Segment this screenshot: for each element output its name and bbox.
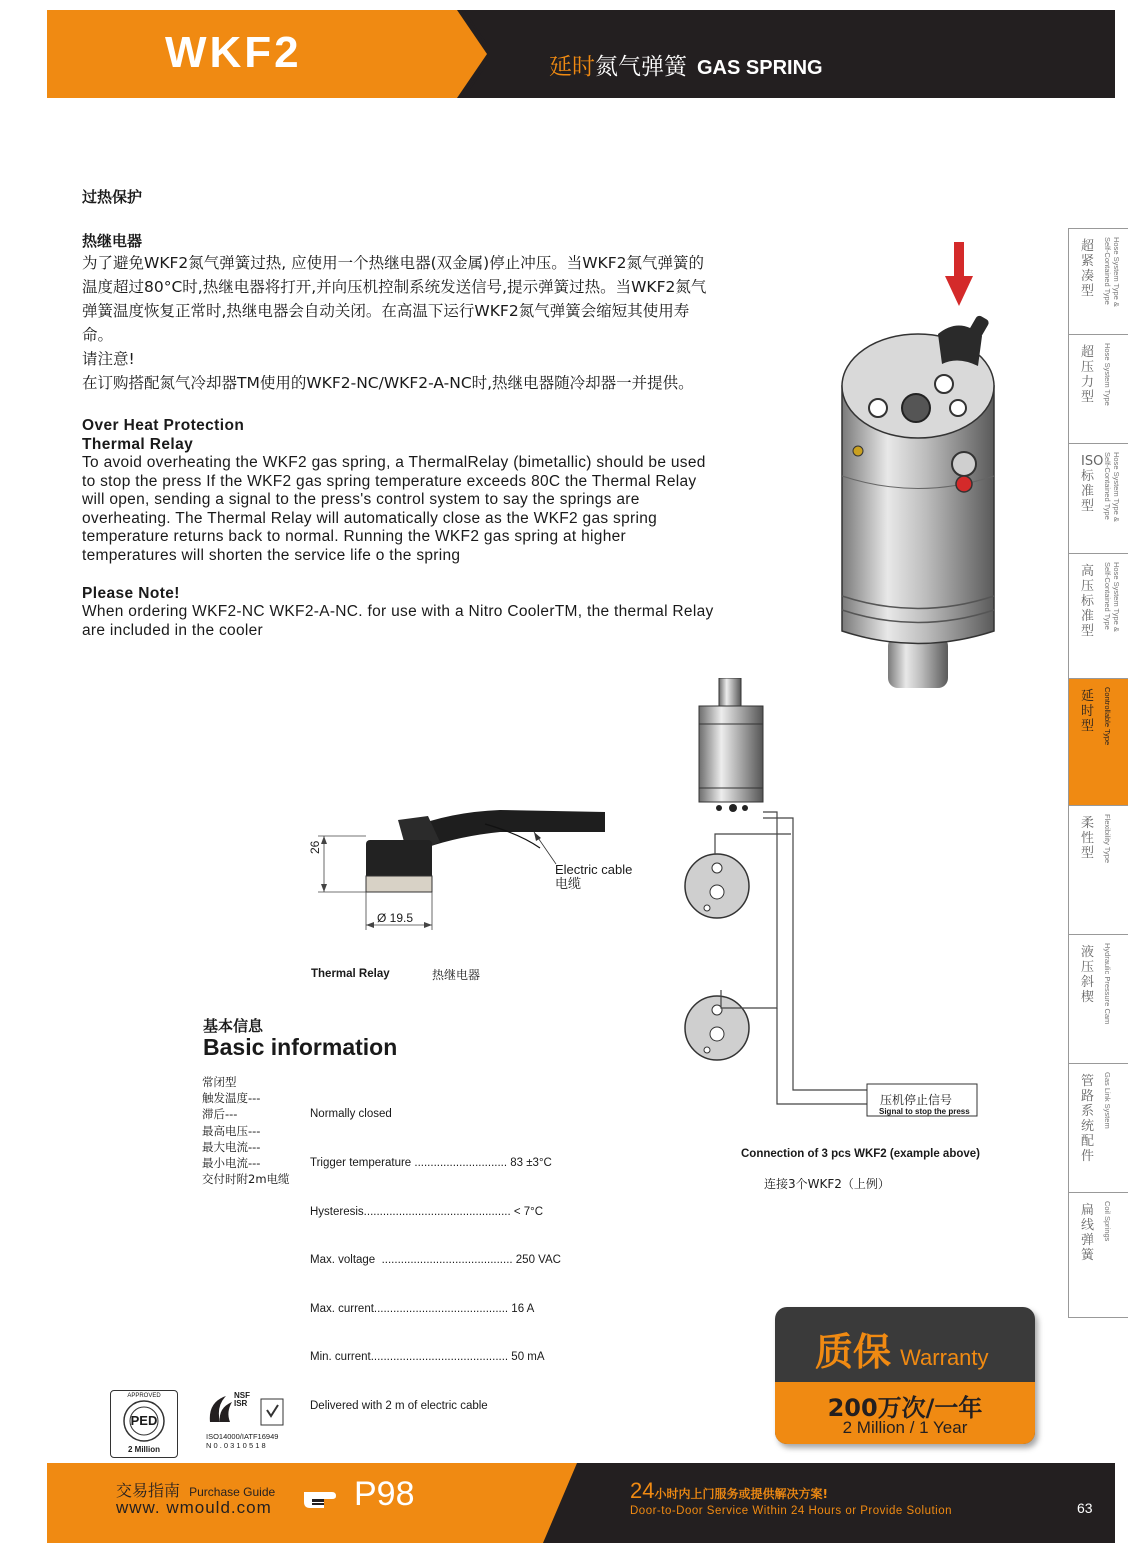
signal-label-cn: 压机停止信号 <box>880 1093 953 1107</box>
iso-certification <box>206 1392 296 1452</box>
isr-text: ISR <box>234 1399 248 1408</box>
side-tab-label-cn: 超压力型 <box>1081 345 1095 405</box>
spec-row-cn: 最小电流--- <box>202 1156 261 1171</box>
ped-top-text: APPROVED <box>127 1393 161 1399</box>
service-cn: 小时内上门服务或提供解决方案! <box>654 1487 828 1501</box>
page-number: 63 <box>1077 1500 1093 1516</box>
service-slogan <box>630 1478 828 1504</box>
side-tab-label-en: Gas Link System <box>1103 1072 1112 1129</box>
side-tab-iso-standard[interactable] <box>1068 443 1128 553</box>
connection-caption-cn: 连接3个WKF2（上例） <box>764 1177 890 1191</box>
side-tab-label-en: Hose System Type & Self-Contained Type <box>1103 237 1121 307</box>
nsf-isr-text <box>234 1392 250 1408</box>
side-tab-flexibility[interactable] <box>1068 805 1128 934</box>
note-title: Please Note! <box>82 585 180 602</box>
basic-info-en-col <box>310 1074 561 1430</box>
cn-section-subtitle: 热继电器 <box>82 232 143 250</box>
side-tab-label-en: Hose System Type <box>1103 343 1112 406</box>
spec-row-en: Delivered with 2 m of electric cable <box>310 1400 488 1413</box>
spec-row-cn: 常闭型 <box>202 1075 237 1089</box>
ped-certification <box>110 1390 178 1458</box>
note-body <box>82 603 802 640</box>
side-tab-label-cn: 扁线弹簧 <box>1081 1203 1095 1263</box>
spec-row-en: Normally closed <box>310 1108 392 1121</box>
side-tab-coil-springs[interactable] <box>1068 1192 1128 1318</box>
purchase-guide-cn: 交易指南 <box>116 1481 181 1500</box>
dim-height-label: 26 <box>308 840 322 854</box>
dim-diameter-label: Ø 19.5 <box>377 911 414 925</box>
side-tab-gas-link[interactable] <box>1068 1063 1128 1192</box>
spec-row-en: Max. current.......................................... 16 A <box>310 1302 535 1315</box>
en-line: overheating. The Thermal Relay will automatically close as the WKF2 gas spring <box>82 509 658 527</box>
ped-bottom-text: 2 Million <box>128 1445 160 1454</box>
nsf-text: NSF <box>234 1391 250 1400</box>
spec-row-en: Max. voltage ......................................... 250 VAC <box>310 1254 561 1267</box>
cn-line: 在订购搭配氮气冷却器TM使用的WKF2-NC/WKF2-A-NC时,热继电器随冷却器一并提供。 <box>82 374 694 392</box>
relay-caption-en: Thermal Relay <box>311 968 390 980</box>
side-tab-super-compact[interactable] <box>1068 228 1128 334</box>
connection-diagram <box>675 678 995 1118</box>
cn-line: 温度超过80°C时,热继电器将打开,并向压机控制系统发送信号,提示弹簧过热。当WKF2氮气 <box>82 278 707 296</box>
spec-row-cn: 最大电流--- <box>202 1139 261 1154</box>
warranty-title-en: Warranty <box>900 1345 989 1370</box>
warranty-value-band <box>775 1382 1035 1444</box>
basic-info-title-cn: 基本信息 <box>203 1017 264 1035</box>
cn-line: 为了避免WKF2氮气弹簧过热, 应使用一个热继电器(双金属)停止冲压。当WKF2氮气弹簧的 <box>82 254 704 272</box>
side-tab-label-en: Hose System Type & Self-Contained Type <box>1103 562 1121 632</box>
note-line: are included in the cooler <box>82 621 263 639</box>
cn-line: 请注意! <box>82 350 135 368</box>
spec-row-cn: 最高电压--- <box>202 1123 261 1138</box>
cn-line: 命。 <box>82 326 114 344</box>
service-en: Door-to-Door Service Within 24 Hours or Provide Solution <box>630 1505 953 1517</box>
subtitle-cn-accent: 延时 <box>549 54 595 80</box>
en-line: To avoid overheating the WKF2 gas spring, a ThermalRelay (bimetallic) should be used <box>82 454 706 471</box>
side-tab-label-en: Hose System Type & Self-Contained Type <box>1103 452 1121 522</box>
side-tab-hydraulic-cam[interactable] <box>1068 934 1128 1063</box>
side-tab-label-cn: 超紧凑型 <box>1081 239 1095 299</box>
en-section-title: Over Heat Protection <box>82 417 245 434</box>
page-title: WKF2 <box>165 28 302 77</box>
gas-spring-illustration <box>830 236 1015 696</box>
spec-row-en: Trigger temperature ............................. 83 ±3°C <box>310 1157 552 1170</box>
basic-info-title-en: Basic information <box>203 1034 398 1060</box>
warranty-value-en: 2 Million / 1 Year <box>842 1418 968 1437</box>
warranty-value-cn: 200万次/一年 <box>827 1394 983 1422</box>
relay-caption-cn: 热继电器 <box>432 968 481 982</box>
pointing-hand-icon <box>302 1484 348 1510</box>
side-tab-label-cn: 管路系统配件 <box>1081 1074 1095 1164</box>
cn-section-title: 过热保护 <box>82 188 143 206</box>
spec-row-en: Min. current........................................... 50 mA <box>310 1351 545 1364</box>
subtitle-cn: 氮气弹簧 <box>595 54 687 80</box>
iso-line1: ISO14000/IATF16949 <box>206 1432 279 1441</box>
cable-label <box>555 863 632 891</box>
side-tab-controllable[interactable] <box>1068 678 1128 805</box>
cable-label-cn: 电缆 <box>555 876 582 891</box>
purchase-guide-en: Purchase Guide <box>189 1485 276 1499</box>
page-subtitle <box>549 48 823 81</box>
spec-row-cn: 滞后--- <box>202 1107 238 1122</box>
en-line: will open, sending a signal to the press's control system to say the springs are <box>82 491 640 508</box>
side-tab-label-en: Coil Springs <box>1103 1201 1112 1242</box>
en-line: to stop the press If the WKF2 gas spring temperature exceeds 80C the Thermal Relay <box>82 472 697 490</box>
en-body <box>82 454 802 565</box>
side-tab-label-cn: ISO标准型 <box>1081 454 1104 514</box>
spec-row-cn: 交付时附2m电缆 <box>202 1172 290 1187</box>
side-tab-label-en: Flexibility Type <box>1103 814 1112 864</box>
note-line: When ordering WKF2-NC WKF2-A-NC. for use with a Nitro CoolerTM, the thermal Relay <box>82 603 714 620</box>
cn-line: 弹簧温度恢复正常时,热继电器会自动关闭。在高温下运行WKF2氮气弹簧会缩短其使用寿 <box>82 302 690 320</box>
side-tab-label-en: Controllable Type <box>1103 687 1112 746</box>
basic-info-cn-col <box>202 1074 290 1187</box>
connection-caption-en: Connection of 3 pcs WKF2 (example above) <box>741 1148 980 1160</box>
en-line: temperatures will shorten the service life o the spring <box>82 546 461 564</box>
spec-row-en: Hysteresis.............................................. < 7°C <box>310 1205 544 1218</box>
service-number: 24 <box>630 1478 655 1503</box>
cable-label-en: Electric cable <box>555 862 633 877</box>
en-section-subtitle: Thermal Relay <box>82 436 194 453</box>
side-tab-label-cn: 高压标准型 <box>1081 564 1095 639</box>
side-tab-high-pressure[interactable] <box>1068 553 1128 678</box>
ped-mid-text: PED <box>130 1413 158 1428</box>
ukas-logo-icon <box>260 1398 284 1428</box>
warranty-title-cn: 质保 <box>815 1330 892 1374</box>
side-tab-label-cn: 液压斜楔 <box>1081 945 1095 1005</box>
signal-label-en: Signal to stop the press <box>879 1107 970 1116</box>
website-link[interactable]: www. wmould.com <box>116 1498 272 1517</box>
spec-row-cn: 触发温度--- <box>202 1091 261 1106</box>
side-tab-label-cn: 延时型 <box>1081 689 1095 734</box>
iso-text <box>206 1432 278 1450</box>
red-down-arrow-icon <box>945 242 973 306</box>
warranty-badge <box>775 1307 1035 1444</box>
en-line: temperature returns back to normal. Running the WKF2 gas spring at higher <box>82 528 626 545</box>
cn-body <box>82 251 802 395</box>
side-tab-label-en: Hydraulic Pressure Cam <box>1103 943 1112 1025</box>
warranty-title <box>815 1321 989 1376</box>
iso-line2: N 0 . 0 3 1 0 5 1 8 <box>206 1441 266 1450</box>
side-tab-label-cn: 柔性型 <box>1081 816 1095 861</box>
side-tab-super-pressure[interactable] <box>1068 334 1128 443</box>
subtitle-en: GAS SPRING <box>697 57 823 79</box>
page-reference[interactable]: P98 <box>354 1475 415 1513</box>
